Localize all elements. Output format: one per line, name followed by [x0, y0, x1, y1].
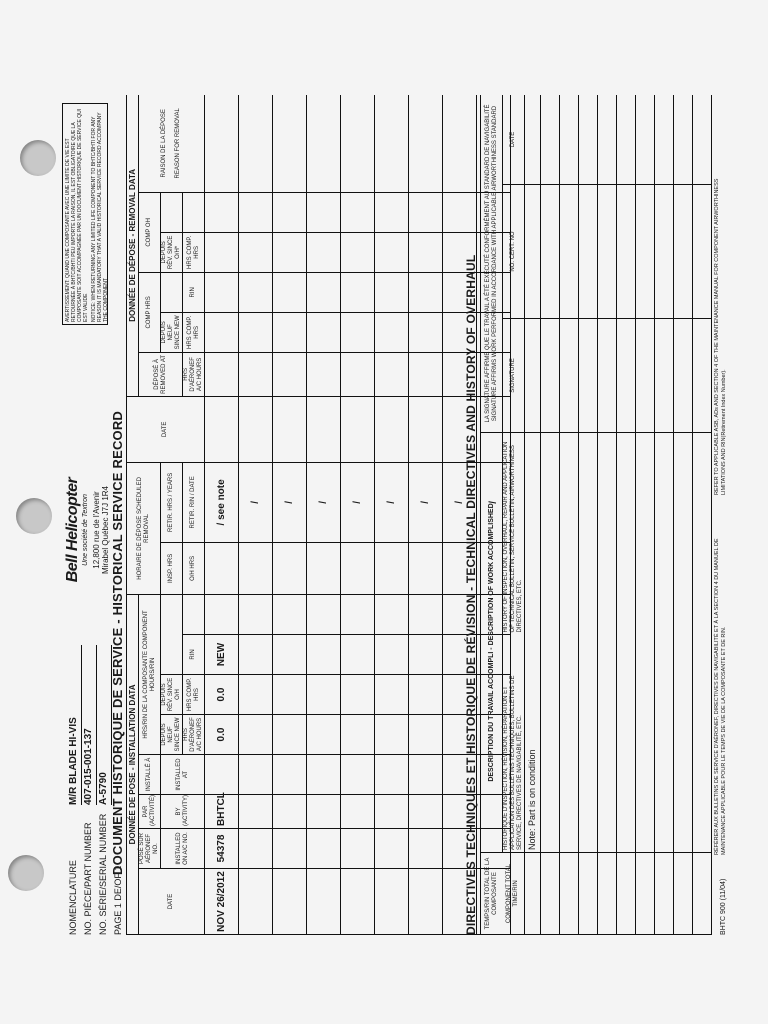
directive-cell — [655, 185, 674, 319]
serial-value: A-5790 — [96, 645, 112, 805]
record-date: NOV 26/2012 — [205, 869, 239, 935]
signature-cell — [525, 319, 541, 433]
record-cell — [205, 594, 239, 634]
record-date — [239, 869, 273, 935]
record-cell — [307, 755, 341, 795]
record-cell — [307, 352, 341, 396]
directive-row — [636, 95, 655, 935]
install-since-rev: DEPUIS RÉV. SINCE O/H — [161, 675, 183, 715]
by-en: BY (ACTIVITY) — [161, 795, 205, 829]
record-cell — [205, 396, 239, 462]
installed-on-en: INSTALLED ON A/C NO. — [161, 829, 205, 869]
directive-cell — [598, 95, 617, 185]
record-cell — [341, 95, 375, 192]
record-cell — [307, 312, 341, 352]
directive-cell — [693, 319, 712, 433]
install-since-new: DEPUIS NEUF SINCE NEW — [161, 715, 183, 755]
record-cell — [205, 542, 239, 594]
record-cell — [375, 594, 409, 634]
cert-cell — [525, 185, 541, 319]
record-retir: / — [341, 462, 375, 542]
directive-cell — [541, 853, 560, 935]
record-cell — [239, 755, 273, 795]
record-since-rev — [375, 635, 409, 675]
record-ac-hours — [307, 715, 341, 755]
record-cell — [341, 312, 375, 352]
address-line-2: Mirabel Québec J7J 1R4 — [101, 485, 110, 575]
directive-cell — [598, 433, 617, 853]
directive-cell — [693, 95, 712, 185]
record-cell — [341, 232, 375, 272]
directive-cell — [693, 853, 712, 935]
removal-hrs-comp: HRS COMP. HRS — [183, 312, 205, 352]
removal-hrs-comp-oh: HRS COMP. HRS — [183, 232, 205, 272]
removal-since-oh: DEPUIS RÉV. SINCE O/H* — [161, 232, 183, 272]
directive-cell — [560, 185, 579, 319]
directive-cell — [579, 185, 598, 319]
record-ac-no — [307, 829, 341, 869]
page-count: PAGE 1 DE/OF 1 — [113, 865, 123, 935]
total-time-fr: TEMPS/RIN TOTAL DE LA COMPOSANTE — [485, 857, 498, 930]
directive-row — [617, 95, 636, 935]
punch-hole-middle — [16, 498, 52, 534]
directive-row — [674, 95, 693, 935]
install-date-header: DATE — [139, 869, 205, 935]
total-time-cell — [525, 853, 541, 935]
install-section-header: DONNÉE DE POSE - INSTALLATION DATA — [127, 594, 139, 934]
history-fr: HISTORIQUE D'INSPECTION, RÉVISION, RÉPARATION ET APPLICATION DES BULLETINS TECHNIQUES, BULLETINS DE SERVICE, DIRECTIVES DE NAVIGABILITÉ, ETC. — [503, 675, 523, 850]
record-cell — [375, 272, 409, 312]
record-cell — [375, 192, 409, 232]
notice-french: AVERTISSEMENT: QUAND UNE COMPOSANTE AVEC UNE LIMITE DE VIE EST RETOURNÉE À BHTC/BHTI PEU IMPORTE LA RAISON, IL EST OBLIGATOIRE QUE LA COMPOSANTE SOIT ACCOMPAGNÉE PAR UN DOCUMENT HISTORIQUE DE SERVICE QUI EST VALIDE — [65, 108, 89, 322]
reason-header — [139, 95, 205, 192]
address-line-1: 12,800 rue de l'Avenir — [92, 491, 101, 569]
directive-cell — [636, 853, 655, 935]
install-blank-header — [161, 594, 183, 674]
record-cell — [307, 542, 341, 594]
record-ac-no: 54378 — [205, 829, 239, 869]
record-cell — [273, 272, 307, 312]
record-cell — [239, 312, 273, 352]
form-number: BHTC 900 (11/04) — [720, 878, 727, 935]
directive-cell — [674, 433, 693, 853]
record-cell — [205, 755, 239, 795]
record-cell — [409, 95, 443, 192]
record-cell — [341, 352, 375, 396]
table-row — [273, 95, 307, 935]
record-since-rev — [239, 635, 273, 675]
record-cell — [307, 396, 341, 462]
retir-years-header: RETIR. HRS / YEARS — [161, 462, 183, 542]
record-cell — [375, 755, 409, 795]
directive-cell — [541, 433, 560, 853]
footer-ref-en: REFER TO APPLICABLE ASB, ADs AND SECTION 4 OF THE MAINTENANCE MANUAL FOR COMPONENT AIRWORTHINESS LIMITATIONS AND RIN(Retirement Index Number). — [714, 178, 727, 495]
record-cell — [273, 396, 307, 462]
record-since-new — [307, 675, 341, 715]
record-by — [239, 795, 273, 829]
record-cell — [205, 232, 239, 272]
record-ac-no — [341, 829, 375, 869]
record-retir: / — [409, 462, 443, 542]
record-since-rev — [341, 635, 375, 675]
record-ac-hours — [273, 715, 307, 755]
scheduled-removal-header: HORAIRE DE DÉPOSE SCHEDULED REMOVAL — [127, 462, 161, 594]
record-cell — [205, 312, 239, 352]
directive-cell — [693, 185, 712, 319]
table-row — [409, 95, 443, 935]
removed-at-header — [139, 352, 183, 396]
record-since-new — [375, 675, 409, 715]
directive-row — [541, 95, 560, 935]
footer-ref-fr: RÉFÉRER AUX BULLETINS DE SERVICE D'AÉRONEF, DIRECTIVES DE NAVIGABILITÉ ET À LA SECTION 4 DU MANUEL DE MAINTENANCE APPLICABLE POUR LE TEMPS DE VIE DE LA COMPOSANTE ET DE RIN. — [714, 538, 727, 855]
install-rin: RIN — [183, 635, 205, 675]
record-cell — [375, 396, 409, 462]
install-hrs-comp: HRS COMP. HRS — [183, 675, 205, 715]
record-cell — [239, 192, 273, 232]
directive-cell — [693, 433, 712, 853]
punch-hole-bottom — [8, 855, 44, 891]
record-since-rev: NEW — [205, 635, 239, 675]
nomenclature-value: M/R BLADE HI-VIS — [66, 645, 82, 805]
record-since-rev — [273, 635, 307, 675]
record-cell — [273, 312, 307, 352]
removal-since-new: DEPUIS NEUF SINCE NEW — [161, 312, 183, 352]
sig-date-header: DATE — [503, 95, 525, 185]
directives-table — [480, 95, 712, 935]
reason-fr: RAISON DE LA DÉPOSE — [161, 109, 167, 178]
record-cell — [239, 542, 273, 594]
directive-cell — [541, 95, 560, 185]
record-cell — [409, 594, 443, 634]
record-cell — [341, 272, 375, 312]
record-cell — [375, 352, 409, 396]
record-ac-hours — [239, 715, 273, 755]
record-ac-hours — [375, 715, 409, 755]
record-cell — [341, 192, 375, 232]
component-hours-header: HRS/RIN DE LA COMPOSANTE COMPONENT HOURS/RIN — [139, 594, 161, 754]
directive-row — [693, 95, 712, 935]
installed-at-en: INSTALLED AT — [161, 755, 205, 795]
oh-hrs-header: O/H HRS — [183, 542, 205, 594]
record-cell — [409, 232, 443, 272]
directive-cell — [617, 433, 636, 853]
record-cell — [273, 755, 307, 795]
directive-cell — [674, 185, 693, 319]
record-cell — [273, 542, 307, 594]
service-record-table — [126, 95, 511, 935]
directive-cell — [674, 853, 693, 935]
record-retir: / — [477, 462, 511, 542]
directive-rows — [541, 95, 712, 935]
record-cell — [341, 755, 375, 795]
record-cell — [239, 594, 273, 634]
directive-cell — [541, 185, 560, 319]
record-since-rev — [307, 635, 341, 675]
directive-row — [560, 95, 579, 935]
directive-cell — [560, 95, 579, 185]
directive-cell — [579, 95, 598, 185]
record-date — [341, 869, 375, 935]
directive-cell — [560, 433, 579, 853]
directive-cell — [598, 319, 617, 433]
record-cell — [273, 232, 307, 272]
record-cell — [205, 272, 239, 312]
history-en: HISTORY OF INSPECTION, OVERHAUL, REPAIR AND APPLICATION OF TECHNICAL BULLETIN, SERVICE BULLETIN, AIRWORTHINESS DIRECTIVES, ETC. — [503, 441, 523, 633]
directive-cell — [636, 185, 655, 319]
record-retir: / — [307, 462, 341, 542]
cert-no-header: NO. CERT. NO — [503, 185, 525, 319]
removal-rin: RIN — [183, 272, 205, 312]
record-retir: / see note — [205, 462, 239, 542]
record-retir: / — [273, 462, 307, 542]
record-cell — [409, 755, 443, 795]
record-ac-no — [273, 829, 307, 869]
directive-cell — [636, 95, 655, 185]
total-time-en: COMPONENT TOTAL TIME/RIN — [506, 863, 519, 924]
directive-cell — [655, 319, 674, 433]
bell-logo: Bell Helicopter — [64, 477, 81, 583]
directive-cell — [636, 319, 655, 433]
comp-oh-header: COMP OH — [139, 192, 161, 272]
record-cell — [375, 542, 409, 594]
directive-cell — [598, 853, 617, 935]
record-cell — [307, 594, 341, 634]
record-retir: / — [239, 462, 273, 542]
record-ac-hours — [409, 715, 443, 755]
notice-english: NOTICE: WHEN RETURNING ANY LIMITED LIFE COMPONENT TO BHTC/BHTI FOR ANY REASON IT IS MANDATORY THAT A VALID HISTORICAL SERVICE RECORD ACCOMPANY THE COMPONENT — [91, 112, 109, 322]
record-retir: / — [443, 462, 477, 542]
record-ac-hours — [341, 715, 375, 755]
table-row — [341, 95, 375, 935]
directive-cell — [541, 319, 560, 433]
directive-cell — [617, 319, 636, 433]
record-cell — [273, 192, 307, 232]
notice-box — [62, 103, 108, 325]
removal-blank-b — [161, 192, 183, 232]
directive-cell — [579, 853, 598, 935]
nomenclature-label: NOMENCLATURE — [68, 860, 78, 935]
logo-block — [64, 455, 110, 605]
record-cell — [375, 95, 409, 192]
record-by — [273, 795, 307, 829]
record-cell — [239, 352, 273, 396]
record-cell — [307, 192, 341, 232]
form-sheet-wrapper — [60, 95, 736, 935]
comp-hrs-header: COMP HRS — [139, 272, 161, 352]
record-cell — [205, 192, 239, 232]
record-cell — [239, 396, 273, 462]
total-time-header — [481, 853, 525, 935]
directive-cell — [674, 95, 693, 185]
directives-title: DIRECTIVES TECHNIQUES ET HISTORIQUE DE RÉVISION - TECHNICAL DIRECTIVES AND HISTORY OF OVERHAUL — [464, 254, 478, 935]
description-header: DESCRIPTION DU TRAVAIL ACCOMPLI - DESCRIPTION OF WORK ACCOMPLISHED — [481, 433, 503, 853]
serial-label: NO. SÉRIE/SERIAL NUMBER — [98, 813, 108, 935]
directive-cell — [617, 95, 636, 185]
record-cell — [307, 232, 341, 272]
install-ac-hours: HRS D'AÉRONEF A/C HOURS — [183, 715, 205, 755]
directive-cell — [617, 853, 636, 935]
removed-at-fr: DÉPOSÉ À — [153, 359, 160, 390]
form-sheet — [60, 95, 736, 935]
directive-cell — [655, 853, 674, 935]
record-cell — [375, 232, 409, 272]
record-cell — [239, 95, 273, 192]
part-label: NO. PIÈCE/PART NUMBER — [83, 822, 93, 935]
removed-at-en: REMOVED AT — [160, 354, 167, 394]
record-by: BHTCL — [205, 795, 239, 829]
record-retir: / — [375, 462, 409, 542]
record-since-new — [273, 675, 307, 715]
table-row — [307, 95, 341, 935]
record-since-new — [239, 675, 273, 715]
record-date — [409, 869, 443, 935]
part-value: 407-015-001-137 — [81, 645, 97, 805]
record-cell — [205, 95, 239, 192]
history-header — [503, 433, 525, 853]
signature-note — [481, 95, 503, 433]
record-since-new: 0.0 — [205, 675, 239, 715]
record-date — [307, 869, 341, 935]
punch-hole-top — [20, 140, 56, 176]
record-cell — [307, 272, 341, 312]
table-row — [375, 95, 409, 935]
by-fr: PAR (ACTIVITÉ) — [139, 795, 161, 829]
directive-row — [655, 95, 674, 935]
directive-row — [598, 95, 617, 935]
insp-hrs-header: INSP. HRS — [161, 542, 183, 594]
installed-on-fr: POSÉ SUR AÉRONEF NO. — [139, 829, 161, 869]
directive-cell — [655, 433, 674, 853]
installed-at-fr: INSTALLÉ À — [139, 755, 161, 795]
signature-note-en: SIGNATURE AFFIRMS WORK PERFORMED IN ACCORDANCE WITH APPLICABLE AIRWORTHINESS STANDARD — [491, 105, 498, 422]
directive-cell — [560, 319, 579, 433]
record-cell — [375, 312, 409, 352]
record-cell — [409, 312, 443, 352]
signature-header: SIGNATURE — [503, 319, 525, 433]
record-by — [375, 795, 409, 829]
record-ac-no — [409, 829, 443, 869]
record-cell — [341, 396, 375, 462]
record-cell — [273, 95, 307, 192]
record-date — [375, 869, 409, 935]
removal-date-header: DATE — [127, 396, 205, 462]
record-date — [273, 869, 307, 935]
removal-ac-hours: HRS D'AÉRONEF A/C HOURS — [183, 352, 205, 396]
record-since-new — [341, 675, 375, 715]
record-cell — [409, 542, 443, 594]
directive-cell — [655, 95, 674, 185]
removal-section-header: DONNÉE DE DÉPOSE - REMOVAL DATA — [127, 95, 139, 396]
directive-cell — [579, 433, 598, 853]
service-record-title: DOCUMENT HISTORIQUE DE SERVICE - HISTORICAL SERVICE RECORD — [110, 410, 125, 875]
retir-rin-header: RETIR. RIN / DATE — [183, 462, 205, 542]
record-by — [307, 795, 341, 829]
signature-note-fr: LA SIGNATURE AFFIRME QUE LE TRAVAIL A ÉTÉ EXÉCUTÉ CONFORMÉMENT AU STANDARD DE NAVIGABILITÉ — [484, 104, 491, 423]
record-ac-no — [239, 829, 273, 869]
record-since-new — [409, 675, 443, 715]
record-cell — [409, 272, 443, 312]
record-ac-no — [375, 829, 409, 869]
record-by — [409, 795, 443, 829]
directive-cell — [674, 319, 693, 433]
record-cell — [409, 192, 443, 232]
company-line: Une société de Textron — [82, 494, 89, 566]
directive-cell — [579, 319, 598, 433]
directive-row — [579, 95, 598, 935]
record-cell — [273, 352, 307, 396]
record-cell — [409, 352, 443, 396]
install-blank-c — [183, 594, 205, 634]
record-cell — [409, 396, 443, 462]
table-row — [205, 95, 239, 935]
record-since-rev — [409, 635, 443, 675]
directive-cell — [560, 853, 579, 935]
record-cell — [341, 594, 375, 634]
record-by — [341, 795, 375, 829]
record-cell — [205, 352, 239, 396]
record-cell — [273, 594, 307, 634]
directive-cell — [598, 185, 617, 319]
date-cell — [525, 95, 541, 185]
record-cell — [239, 272, 273, 312]
removal-blank-c — [183, 192, 205, 232]
record-cell — [443, 95, 477, 192]
record-cell — [341, 542, 375, 594]
table-row — [239, 95, 273, 935]
record-cell — [239, 232, 273, 272]
record-cell — [307, 95, 341, 192]
directive-cell — [617, 185, 636, 319]
reason-en: REASON FOR REMOVAL — [175, 108, 181, 179]
record-ac-hours: 0.0 — [205, 715, 239, 755]
record-cell — [443, 192, 477, 232]
directive-cell — [636, 433, 655, 853]
directive-note: Note: Part is on condition — [525, 433, 541, 853]
removal-blank-a — [161, 272, 183, 312]
